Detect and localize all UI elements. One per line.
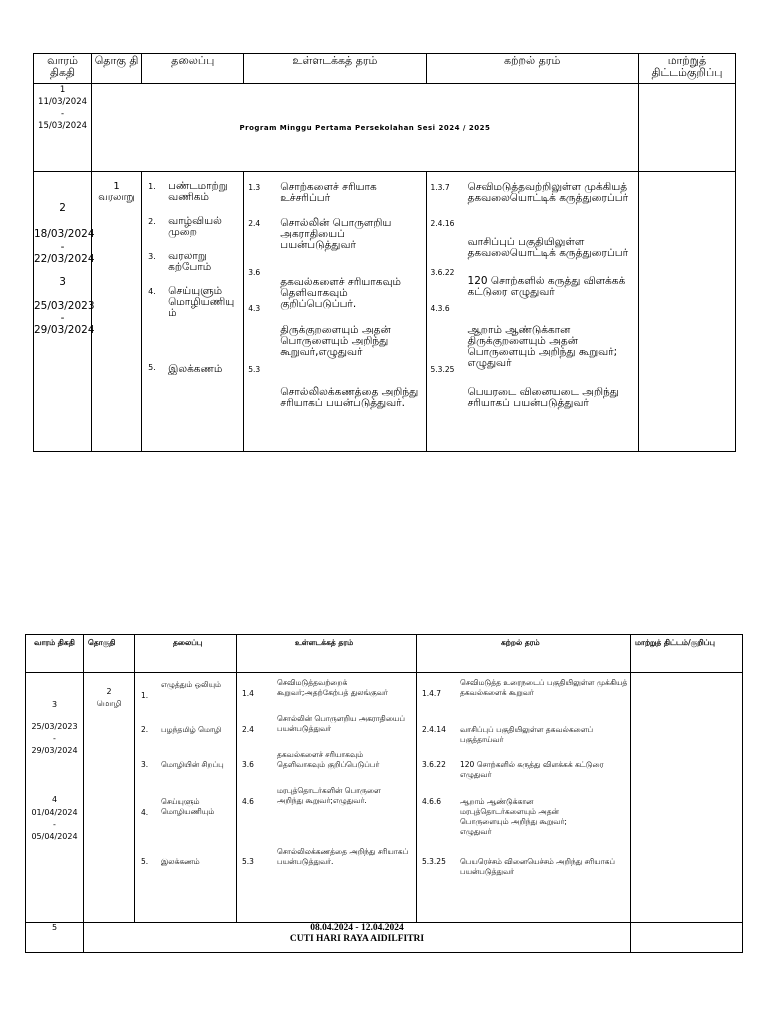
learning-text: ஆறாம் ஆண்டுக்கான மரபுத்தொடர்களையும் அதன் பொருளையும் அறிந்து கூறுவர்; எழுதுவர் [460, 797, 567, 836]
header-row [26, 635, 743, 673]
content-code: 3.6 [248, 268, 261, 277]
content-text: சொல்லின் பொருளறிய அகராதியைப் பயன்படுத்துவர் [277, 714, 405, 733]
week-number: 5 [51, 923, 58, 932]
header-unit: தொகுதி [84, 635, 135, 673]
week-start-date: 25/03/2023 [34, 300, 95, 312]
content-text: சொல்லிலக்கணத்தை அறிந்து சரியாகப் பயன்படுத்துவர். [277, 847, 409, 866]
week-end-date: 05/04/2024 [31, 832, 78, 841]
learning-code: 5.3.25 [430, 365, 455, 374]
week-cell [26, 673, 84, 923]
content-code: 5.3 [242, 857, 254, 866]
topic-title: பண்டமாற்று வணிகம் [168, 180, 228, 203]
header-unit: தொகு தி [92, 54, 142, 84]
content-code: 3.6 [242, 760, 254, 769]
content-code: 1.3 [248, 183, 261, 192]
topic-number: 2. [141, 725, 149, 734]
program-text: Program Minggu Pertama Persekolahan Sesi 2024 / 2025 [239, 124, 491, 132]
week-dash: - [60, 312, 65, 324]
week-number: 3 [51, 700, 58, 709]
learning-text: செவிமடுத்த உரைநடைப் பகுதியிலுள்ள முக்கியத் தகவல்களைக் கூறுவர் [460, 678, 628, 697]
week-start-date: 25/03/2023 [31, 722, 78, 731]
learning-code: 2.4.14 [422, 725, 446, 734]
week-end-date: 22/03/2024 [34, 253, 95, 265]
learning-text: பெயரெச்சம் வினையெச்சம் அறிந்து சரியாகப் பயன்படுத்துவர் [460, 857, 615, 876]
topic-number: 1. [148, 182, 156, 191]
content-text: செவிமடுத்தவற்றைக் கூறுவர்;அதற்கேற்பத் துலங்குவர் [277, 678, 388, 697]
week-number: 1 [59, 85, 66, 95]
content-standard-cell [244, 172, 426, 452]
header-notes: மாற்றுத் திட்டம்குறிப்பு [638, 54, 735, 84]
week-end-date: 29/03/2024 [34, 324, 95, 336]
topic-number: 3. [141, 760, 149, 769]
topic-number: 5. [148, 363, 156, 372]
content-code: 5.3 [248, 365, 261, 374]
content-text: சொற்களைச் சரியாக உச்சரிப்பர் [280, 181, 377, 204]
learning-standard-cell [417, 673, 631, 923]
header-row [34, 54, 736, 84]
header-learning-standard: கற்றல் தரம் [426, 54, 638, 84]
content-standard-cell [237, 673, 417, 923]
content-text: தகவல்களைச் சரியாகவும் தெளிவாகவும் குறிப்பெடுப்பர். [280, 276, 401, 310]
content-text: திருக்குறளையும் அதன் பொருளையும் அறிந்து கூறுவர்,எழுதுவர் [280, 324, 391, 358]
topic-title: மொழியின் சிறப்பு [161, 760, 224, 769]
header-learning-standard: கற்றல் தரம் [417, 635, 631, 673]
header-week-date-text: வாரம் திகதி [34, 638, 75, 647]
learning-code: 5.3.25 [422, 857, 446, 866]
unit-name: மொழி [96, 699, 122, 708]
week-cell [26, 923, 84, 953]
learning-code: 3.6.22 [430, 268, 455, 277]
unit-number: 1 [113, 181, 120, 192]
header-content-standard: உள்ளடக்கத் தரம் [237, 635, 417, 673]
week-cell [34, 84, 92, 172]
unit-cell [84, 673, 135, 923]
notes-cell [631, 673, 743, 923]
header-title: தலைப்பு [135, 635, 237, 673]
table-row [34, 84, 736, 172]
topic-title: வாழ்வியல் முறை [168, 215, 222, 238]
learning-code: 2.4.16 [430, 219, 455, 228]
week-number: 4 [51, 795, 58, 804]
content-code: 4.6 [242, 797, 254, 806]
topic-number: 4. [148, 287, 156, 296]
learning-text: பெயரடை வினையடை அறிந்து சரியாகப் பயன்படுத்துவர் [467, 386, 619, 409]
learning-code: 1.4.7 [422, 689, 442, 698]
header-week-date [26, 635, 84, 673]
topic-title: செய்யுளும் மொழியணியு ம் [168, 285, 235, 319]
table-row [26, 923, 743, 953]
week-dash: - [61, 109, 65, 119]
unit-name: வரலாறு [98, 192, 135, 203]
topic-number: 5. [141, 857, 149, 866]
learning-code: 1.3.7 [430, 183, 450, 192]
learning-text: 120 சொற்களில் கருத்து விளக்கக் கட்டுரை எழுதுவர் [467, 275, 626, 298]
notes-cell [631, 923, 743, 953]
week-start-date: 01/04/2024 [31, 808, 78, 817]
learning-text: ஆறாம் ஆண்டுக்கான திருக்குறளையும் அதன் பொருளையும் அறிந்து கூறுவர்; எழுதுவர் [467, 324, 618, 369]
content-text: சொல்லின் பொருளறிய அகராதியைப் பயன்படுத்துவர் [280, 217, 392, 251]
topic-title: பழந்தமிழ் மொழி [161, 725, 222, 734]
topic-cell [142, 172, 244, 452]
week-end-date: 15/03/2024 [38, 121, 88, 131]
week-dash: - [53, 820, 56, 829]
unit-cell [92, 172, 142, 452]
holiday-dates: 08.04.2024 - 12.04.2024 [310, 923, 404, 933]
topic-title: இலக்கணம் [161, 857, 200, 866]
topic-cell [135, 673, 237, 923]
holiday-label: CUTI HARI RAYA AIDILFITRI [289, 934, 425, 944]
topic-number: 4. [141, 808, 149, 817]
week-number: 2 [59, 202, 66, 214]
header-title: தலைப்பு [142, 54, 244, 84]
week-number: 3 [59, 276, 66, 288]
header-notes: மாற்றுத் திட்டம்/குறிப்பு [631, 635, 743, 673]
content-code: 1.4 [242, 689, 254, 698]
notes-cell [638, 172, 735, 452]
table-row [34, 172, 736, 452]
week-start-date: 11/03/2024 [38, 97, 88, 107]
content-code: 4.3 [248, 304, 261, 313]
topic-title: இலக்கணம் [168, 363, 223, 375]
learning-standard-cell [426, 172, 638, 452]
learning-code: 3.6.22 [422, 760, 446, 769]
content-code: 2.4 [242, 725, 254, 734]
week-start-date: 18/03/2024 [34, 228, 95, 240]
learning-text: செவிமடுத்தவற்றிலுள்ள முக்கியத் தகவலையொட்டிக் கருத்துரைப்பர் [467, 181, 629, 204]
week-end-date: 29/03/2024 [31, 746, 78, 755]
topic-number: 1. [141, 691, 149, 700]
topic-number: 3. [148, 252, 156, 261]
topic-number: 2. [148, 217, 156, 226]
learning-text: 120 சொற்களில் கருத்து விளக்கக் கட்டுரை எழுதுவர் [460, 760, 604, 779]
learning-code: 4.3.6 [430, 304, 450, 313]
header-week-date: வாரம் திகதி [34, 54, 92, 84]
topic-title: செய்யுளும் மொழியணியும் [161, 797, 215, 816]
learning-code: 4.6.6 [422, 797, 442, 806]
content-text: மரபுத்தொடர்களின் பொருளை அறிந்து கூறுவர்;எழுதுவர். [277, 786, 381, 805]
week-dash: - [53, 734, 56, 743]
header-content-standard: உள்ளடக்கத் தரம் [244, 54, 426, 84]
program-cell [92, 84, 639, 172]
rpt-table-1 [33, 53, 736, 452]
learning-text: வாசிப்புப் பகுதியிலுள்ள தகவல்களைப் பகுத்தாய்வர் [460, 725, 594, 744]
unit-number: 2 [106, 687, 112, 696]
week-dash: - [60, 241, 65, 253]
content-text: தகவல்களைச் சரியாகவும் தெளிவாகவும் குறிப்பெடுப்பர் [277, 750, 380, 769]
notes-cell [638, 84, 735, 172]
content-text: சொல்லிலக்கணத்தை அறிந்து சரியாகப் பயன்படுத்துவர். [280, 386, 419, 409]
rpt-table-2 [25, 634, 743, 953]
week-cell [34, 172, 95, 452]
topic-title: வரலாறு கற்போம் [168, 250, 212, 273]
holiday-cell [84, 923, 631, 953]
content-code: 2.4 [248, 219, 261, 228]
table-row [26, 673, 743, 923]
learning-text: வாசிப்புப் பகுதியிலுள்ள தகவலையொட்டிக் கருத்துரைப்பர் [467, 236, 629, 259]
topic-title: எழுத்தும் ஒலியும் [161, 680, 222, 689]
